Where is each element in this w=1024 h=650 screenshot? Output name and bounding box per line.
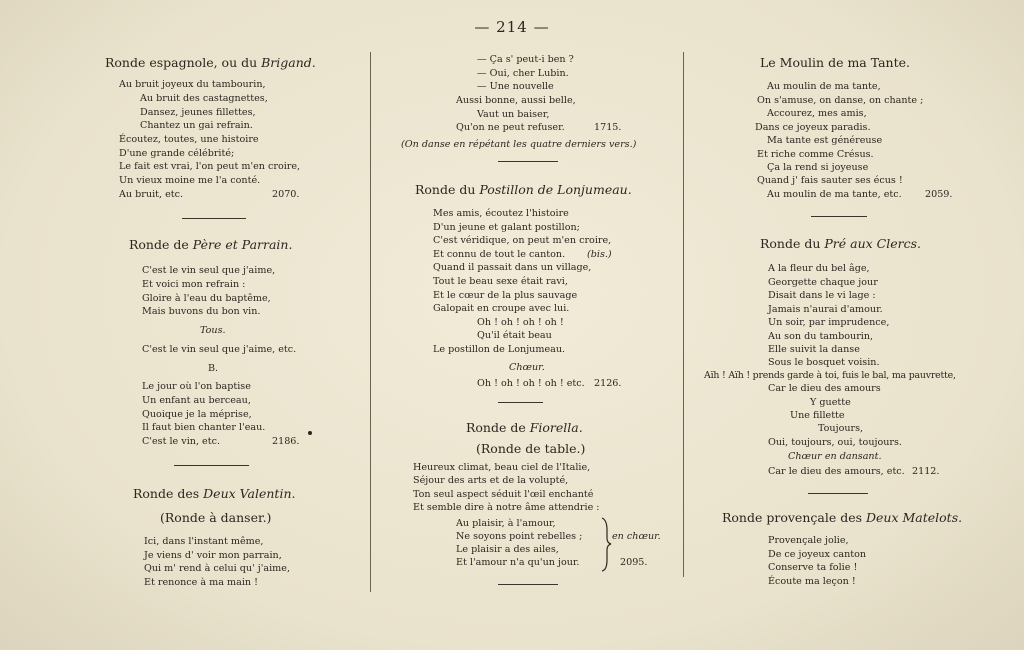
verse-line: Oh ! oh ! oh ! oh ! etc. (477, 378, 585, 389)
verse-line: Tout le beau sexe était ravi, (433, 276, 568, 287)
section-divider (498, 584, 558, 585)
verse-line: Je viens d' voir mon parrain, (144, 550, 282, 561)
song-title-deux-matelots: Ronde provençale des Deux Matelots. (722, 510, 963, 525)
verse-line: — Une nouvelle (477, 81, 554, 92)
verse-line: Et le cœur de la plus sauvage (433, 290, 578, 301)
speaker-label: B. (208, 363, 219, 374)
verse-line: D'une grande célébrité; (119, 148, 235, 159)
verse-line: Au moulin de ma tante, (767, 81, 881, 92)
en-choeur-label: en chœur. (612, 531, 661, 542)
chorus-line: Au plaisir, à l'amour, (456, 518, 556, 529)
ink-spot (308, 431, 312, 435)
verse-line: Écoute ma leçon ! (768, 576, 856, 587)
song-number: 2126. (594, 378, 622, 389)
verse-line: Ma tante est généreuse (767, 135, 883, 146)
verse-line: De ce joyeux canton (768, 549, 867, 560)
speaker-label: Chœur en dansant. (788, 451, 882, 462)
verse-line: Au moulin de ma tante, etc. (767, 189, 902, 200)
verse-line: Mais buvons du bon vin. (142, 306, 261, 317)
verse-line: Georgette chaque jour (768, 277, 878, 288)
verse-line: Y guette (810, 397, 851, 408)
verse-line: Quoique je la méprise, (142, 409, 252, 420)
song-number: 1715. (594, 122, 622, 133)
verse-line: C'est véridique, on peut m'en croire, (433, 235, 612, 246)
verse-line: Gloire à l'eau du baptême, (142, 293, 271, 304)
verse-line: Et riche comme Crésus. (757, 149, 874, 160)
verse-line: Vaut un baiser, (477, 109, 550, 120)
verse-line: Dans ce joyeux paradis. (755, 122, 871, 133)
verse-line: Ça la rend si joyeuse (767, 162, 869, 173)
section-divider (174, 465, 249, 466)
verse-line: On s'amuse, on danse, on chante ; (757, 95, 924, 106)
verse-line: Sous le bosquet voisin. (768, 357, 880, 368)
chorus-line: Et l'amour n'a qu'un jour. (456, 557, 580, 568)
verse-line: Au bruit, etc. (119, 189, 184, 200)
song-number: 2059. (925, 189, 953, 200)
verse-line: Provençale jolie, (768, 535, 849, 546)
verse-line: Le jour où l'on baptise (142, 381, 251, 392)
section-divider (498, 402, 543, 403)
song-title-deux-valentin: Ronde des Deux Valentin. (133, 486, 296, 501)
chorus-line: Ne soyons point rebelles ; (456, 531, 583, 542)
verse-line: Séjour des arts et de la volupté, (413, 475, 569, 486)
verse-line: — Ça s' peut-i ben ? (477, 54, 574, 65)
section-divider (808, 493, 868, 494)
verse-line: Chantez un gai refrain. (140, 120, 253, 131)
verse-line: Au son du tambourin, (768, 331, 874, 342)
verse-line: Et voici mon refrain : (142, 279, 246, 290)
verse-line: Un soir, par imprudence, (768, 317, 890, 328)
section-divider (498, 161, 558, 162)
verse-line: Quand j' fais sauter ses écus ! (757, 175, 903, 186)
song-subtitle: (Ronde de table.) (476, 441, 586, 456)
chorus-brace (598, 516, 612, 572)
song-number: 2070. (272, 189, 300, 200)
verse-line: Un vieux moine me l'a conté. (119, 175, 261, 186)
verse-line: Toujours, (818, 423, 864, 434)
song-number: 2186. (272, 436, 300, 447)
verse-line: Ici, dans l'instant même, (144, 536, 264, 547)
song-title-brigand: Ronde espagnole, ou du Brigand. (105, 55, 316, 70)
verse-line: Heureux climat, beau ciel de l'Italie, (413, 462, 591, 473)
verse-line: A la fleur du bel âge, (768, 263, 870, 274)
verse-line: Aussi bonne, aussi belle, (456, 95, 576, 106)
song-title-fiorella: Ronde de Fiorella. (466, 420, 583, 435)
verse-line: Car le dieu des amours (768, 383, 881, 394)
verse-line: Il faut bien chanter l'eau. (142, 422, 266, 433)
bis-marker: (bis.) (587, 249, 612, 260)
verse-line: C'est le vin, etc. (142, 436, 221, 447)
performance-note: (On danse en répétant les quatre derniers vers.) (401, 139, 637, 150)
verse-line: Et semble dire à notre âme attendrie : (413, 502, 600, 513)
verse-line: Qui m' rend à celui qu' j'aime, (144, 563, 290, 574)
verse-line: Galopait en croupe avec lui. (433, 303, 570, 314)
section-divider (811, 216, 867, 217)
song-title-pere-parrain: Ronde de Père et Parrain. (129, 237, 293, 252)
verse-line: Jamais n'aurai d'amour. (768, 304, 883, 315)
speaker-label: Chœur. (509, 362, 545, 373)
verse-line: Au bruit joyeux du tambourin, (119, 79, 266, 90)
verse-line: Oh ! oh ! oh ! oh ! (477, 317, 564, 328)
song-subtitle: (Ronde à danser.) (160, 510, 272, 525)
verse-line: Oui, toujours, oui, toujours. (768, 437, 902, 448)
speaker-label: Tous. (200, 325, 226, 336)
song-title-pre-aux-clercs: Ronde du Pré aux Clercs. (760, 236, 921, 251)
verse-line: Un enfant au berceau, (142, 395, 251, 406)
verse-line: C'est le vin seul que j'aime, (142, 265, 276, 276)
verse-line: Le fait est vrai, l'on peut m'en croire, (119, 161, 301, 172)
verse-line: Conserve ta folie ! (768, 562, 858, 573)
verse-line: Aïh ! Aïh ! prends garde à toi, fuis le bal, ma pauvrette, (704, 370, 956, 381)
verse-line: Car le dieu des amours, etc. (768, 466, 905, 477)
verse-line: Accourez, mes amis, (767, 108, 867, 119)
verse-line: — Oui, cher Lubin. (477, 68, 569, 79)
verse-line: Ton seul aspect séduit l'œil enchanté (413, 489, 594, 500)
song-title-postillon: Ronde du Postillon de Lonjumeau. (415, 182, 632, 197)
verse-line: Et connu de tout le canton. (433, 249, 566, 260)
section-divider (182, 218, 246, 219)
verse-line: Et renonce à ma main ! (144, 577, 259, 588)
verse-line: D'un jeune et galant postillon; (433, 222, 580, 233)
verse-line: Qu'on ne peut refuser. (456, 122, 565, 133)
column-rule-left (370, 52, 371, 592)
song-number: 2112. (912, 466, 940, 477)
verse-line: Le postillon de Lonjumeau. (433, 344, 566, 355)
verse-line: Quand il passait dans un village, (433, 262, 592, 273)
verse-line: Qu'il était beau (477, 330, 552, 341)
page-number: — 214 — (474, 18, 550, 36)
song-number: 2095. (620, 557, 648, 568)
verse-line: Une fillette (790, 410, 845, 421)
verse-line: C'est le vin seul que j'aime, etc. (142, 344, 297, 355)
verse-line: Dansez, jeunes fillettes, (140, 107, 256, 118)
chorus-line: Le plaisir a des ailes, (456, 544, 559, 555)
verse-line: Écoutez, toutes, une histoire (119, 134, 259, 145)
verse-line: Disait dans le vi lage : (768, 290, 876, 301)
verse-line: Mes amis, écoutez l'histoire (433, 208, 569, 219)
column-rule-right (683, 52, 684, 577)
song-title-moulin: Le Moulin de ma Tante. (760, 55, 910, 70)
verse-line: Au bruit des castagnettes, (140, 93, 268, 104)
verse-line: Elle suivit la danse (768, 344, 860, 355)
